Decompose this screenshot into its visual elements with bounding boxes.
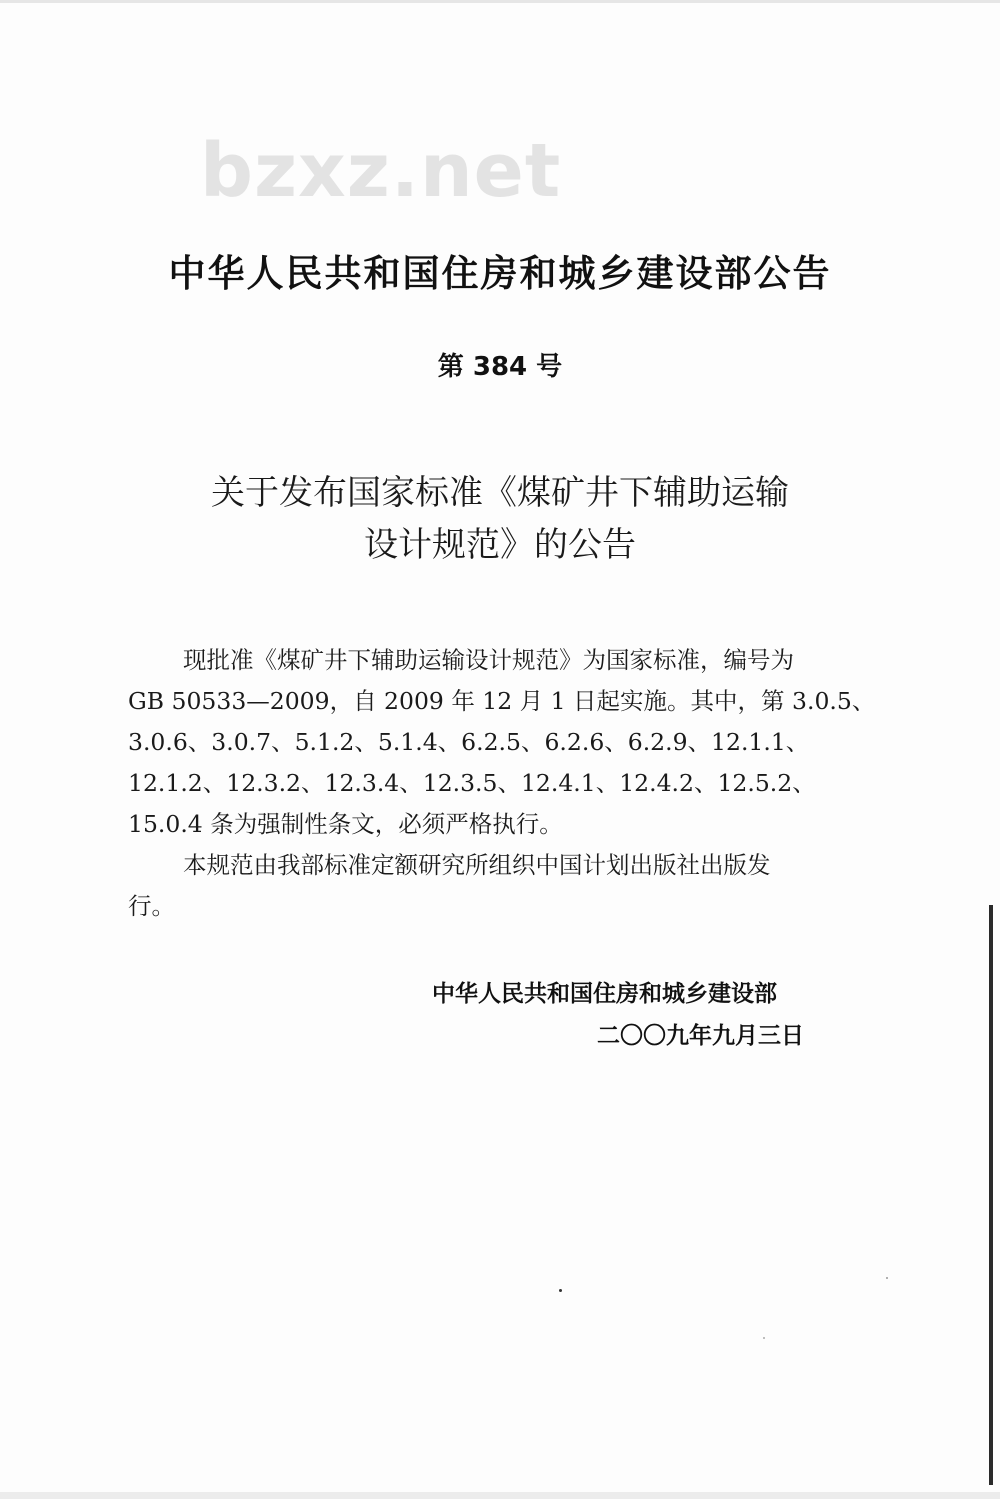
subtitle-line-2: 设计规范》的公告 xyxy=(364,525,636,565)
paragraph-1-line-3: 3.0.6、3.0.7、5.1.2、5.1.4、6.2.5、6.2.6、6.2.9、12.1.1、 xyxy=(128,728,810,756)
announcement-title: 中华人民共和国住房和城乡建设部公告 xyxy=(168,252,832,295)
scan-speck xyxy=(559,1289,562,1292)
scan-speck xyxy=(886,1277,888,1279)
issuer-signature: 中华人民共和国住房和城乡建设部 xyxy=(432,981,777,1007)
page-bottom-edge xyxy=(0,1492,1000,1499)
paragraph-1-line-4: 12.1.2、12.3.2、12.3.4、12.3.5、12.4.1、12.4.2、12.5.2、 xyxy=(128,769,816,797)
paragraph-1-line-5: 15.0.4 条为强制性条文，必须严格执行。 xyxy=(128,810,563,838)
paragraph-2-line-1: 本规范由我部标准定额研究所组织中国计划出版社出版发 xyxy=(183,851,771,879)
paragraph-1-line-2: GB 50533—2009，自 2009 年 12 月 1 日起实施。其中，第 3.0.5、 xyxy=(128,687,876,715)
subtitle-line-1: 关于发布国家标准《煤矿井下辅助运输 xyxy=(211,473,789,513)
page-binding-edge xyxy=(989,905,993,1485)
announcement-number: 第 384 号 xyxy=(437,352,563,382)
watermark: bzxz.net xyxy=(200,128,562,214)
paragraph-2-line-2: 行。 xyxy=(128,892,175,920)
paragraph-1-line-1: 现批准《煤矿井下辅助运输设计规范》为国家标准，编号为 xyxy=(183,646,794,674)
scan-speck xyxy=(763,1337,765,1339)
issue-date: 二〇〇九年九月三日 xyxy=(597,1023,804,1049)
page-top-edge xyxy=(0,0,1000,3)
